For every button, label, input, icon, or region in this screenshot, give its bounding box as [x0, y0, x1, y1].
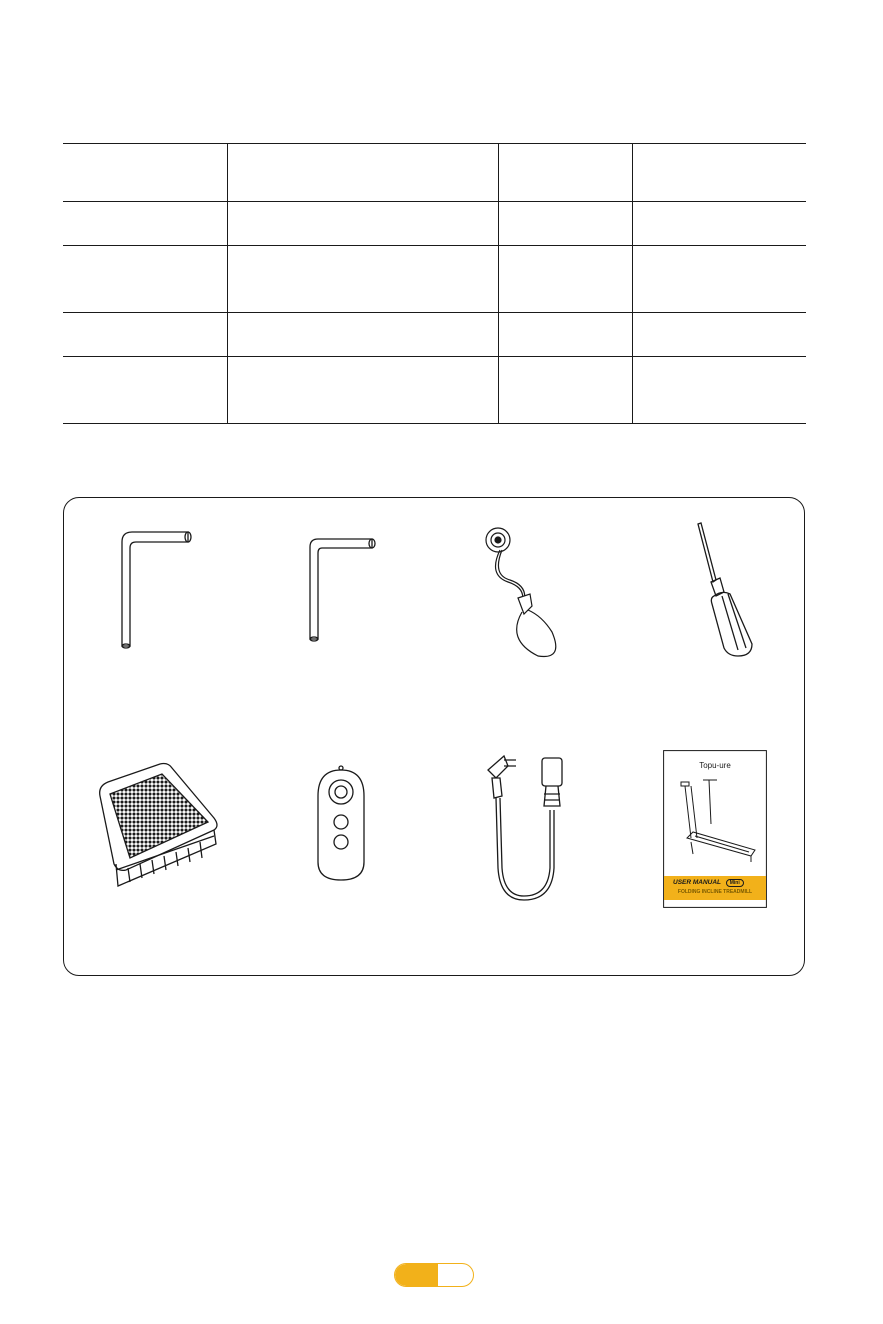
table-cell [633, 246, 807, 313]
manual-title: USER MANUAL [673, 879, 721, 886]
table-row [63, 202, 806, 246]
manual-model-tag: Mini [726, 879, 744, 887]
table-cell [228, 246, 499, 313]
table-cell [228, 357, 499, 424]
page-indicator-fill [395, 1264, 438, 1286]
remote-control-icon [312, 766, 370, 884]
safety-key-icon [478, 520, 574, 662]
table-cell [499, 246, 633, 313]
table-cell [499, 313, 633, 357]
allen-wrench-large-icon [112, 528, 196, 650]
table-cell [63, 202, 228, 246]
table-row [63, 313, 806, 357]
table-cell [63, 357, 228, 424]
screwdriver-icon [694, 520, 764, 658]
power-cord-icon [482, 748, 576, 908]
table-cell [633, 357, 807, 424]
table-cell [228, 144, 499, 202]
table-row [63, 144, 806, 202]
table-cell [499, 202, 633, 246]
table-cell [63, 313, 228, 357]
table-cell [633, 144, 807, 202]
parts-table [63, 143, 806, 424]
table-cell [63, 246, 228, 313]
table-cell [228, 202, 499, 246]
allen-wrench-small-icon [302, 535, 382, 643]
table-cell [63, 144, 228, 202]
table-cell [228, 313, 499, 357]
user-manual-icon [663, 750, 767, 908]
table-row [63, 357, 806, 424]
manual-title-line [673, 879, 765, 887]
table-row [63, 246, 806, 313]
table-cell [633, 202, 807, 246]
table-cell [633, 313, 807, 357]
manual-subtitle: FOLDING INCLINE TREADMILL [677, 889, 753, 895]
table-cell [499, 357, 633, 424]
table-cell [499, 144, 633, 202]
page-indicator [394, 1263, 474, 1287]
lubricant-pad-icon [96, 760, 220, 892]
manual-brand: Topu-ure [699, 761, 731, 770]
